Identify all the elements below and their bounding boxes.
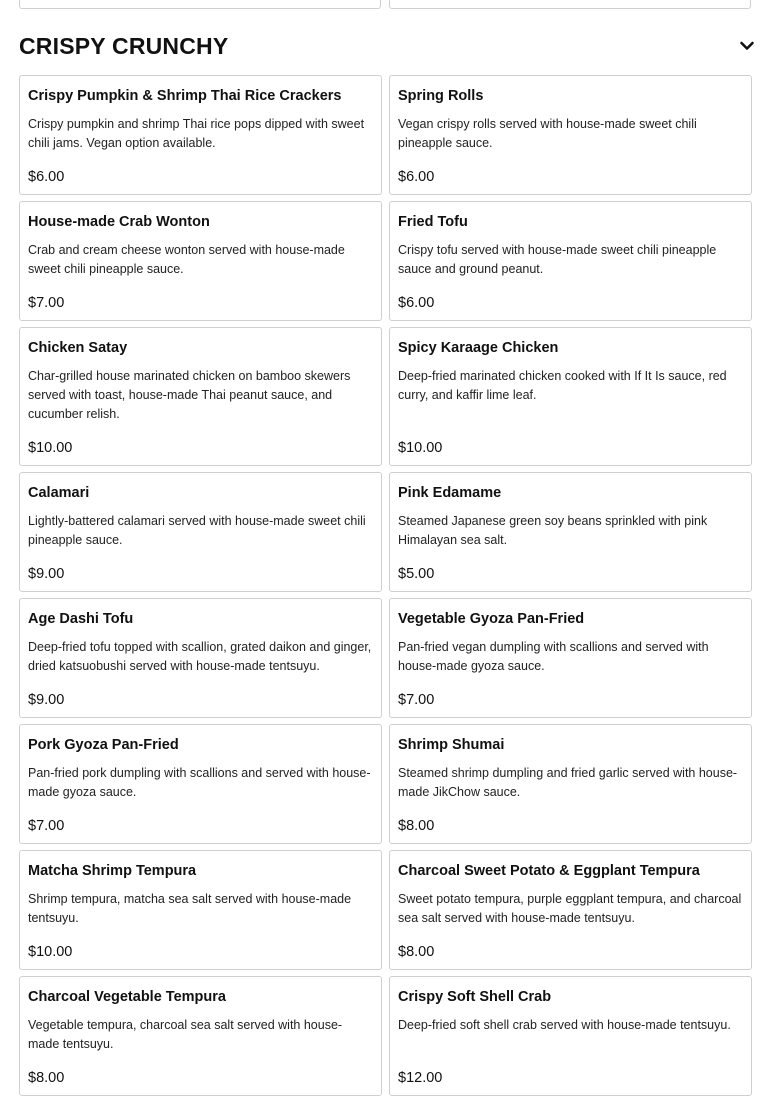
item-price: $8.00 [28, 1070, 65, 1086]
menu-item-card[interactable] [389, 598, 752, 718]
item-description: Deep-fried tofu topped with scallion, grated daikon and ginger, dried katsuobushi served with house-made tentsuyu. [28, 640, 372, 673]
item-description: Steamed Japanese green soy beans sprinkled with pink Himalayan sea salt. [398, 514, 708, 547]
item-name: Crispy Soft Shell Crab [398, 989, 552, 1005]
menu-item-card[interactable] [19, 201, 382, 321]
item-description: Crispy pumpkin and shrimp Thai rice pops dipped with sweet chili jams. Vegan option available. [28, 117, 365, 150]
item-description: Vegan crispy rolls served with house-made sweet chili pineapple sauce. [398, 117, 697, 150]
item-name: Age Dashi Tofu [28, 611, 134, 627]
item-price: $12.00 [398, 1070, 443, 1086]
menu-items-grid [19, 75, 753, 1096]
item-name: Spicy Karaage Chicken [398, 340, 559, 356]
item-price: $10.00 [398, 440, 443, 456]
item-name: Spring Rolls [398, 88, 484, 104]
item-price: $9.00 [28, 692, 65, 708]
item-price: $10.00 [28, 944, 73, 960]
item-description: Shrimp tempura, matcha sea salt served with house-made tentsuyu. [28, 892, 352, 925]
item-name: Calamari [28, 485, 90, 501]
item-description: Deep-fried soft shell crab served with house-made tentsuyu. [398, 1018, 731, 1032]
item-description: Crispy tofu served with house-made sweet chili pineapple sauce and ground peanut. [398, 243, 717, 276]
menu-item-card[interactable] [389, 201, 752, 321]
item-description: Lightly-battered calamari served with house-made sweet chili pineapple sauce. [28, 514, 366, 547]
menu-item-card[interactable] [19, 472, 382, 592]
menu-item-card[interactable] [389, 850, 752, 970]
item-name: Shrimp Shumai [398, 737, 505, 753]
item-description: Pan-fried vegan dumpling with scallions and served with house-made gyoza sauce. [398, 640, 709, 673]
menu-item-card[interactable] [389, 75, 752, 195]
item-description: Pan-fried pork dumpling with scallions and served with house-made gyoza sauce. [28, 766, 371, 799]
item-price: $7.00 [28, 295, 65, 311]
item-price: $7.00 [28, 818, 65, 834]
section-title: CRISPY CRUNCHY [19, 33, 229, 59]
item-description: Vegetable tempura, charcoal sea salt served with house-made tentsuyu. [28, 1018, 343, 1051]
menu-item-card[interactable] [389, 472, 752, 592]
menu-item-card[interactable] [389, 724, 752, 844]
menu-item-card[interactable] [19, 724, 382, 844]
item-name: Fried Tofu [398, 214, 468, 230]
menu-item-card[interactable] [19, 327, 382, 466]
item-name: Matcha Shrimp Tempura [28, 863, 197, 879]
menu-item-card[interactable] [389, 327, 752, 466]
section-header[interactable] [19, 30, 759, 64]
item-name: Charcoal Sweet Potato & Eggplant Tempura [398, 863, 700, 879]
item-name: Vegetable Gyoza Pan-Fried [398, 611, 585, 627]
menu-item-card[interactable] [19, 75, 382, 195]
menu-item-card[interactable] [19, 850, 382, 970]
item-price: $5.00 [398, 566, 435, 582]
item-price: $6.00 [398, 169, 435, 185]
item-description: Steamed shrimp dumpling and fried garlic served with house-made JikChow sauce. [398, 766, 738, 799]
item-name: Crispy Pumpkin & Shrimp Thai Rice Crackers [28, 88, 342, 104]
item-price: $7.00 [398, 692, 435, 708]
item-name: House-made Crab Wonton [28, 214, 210, 230]
menu-item-card[interactable] [19, 976, 382, 1096]
item-description: Sweet potato tempura, purple eggplant tempura, and charcoal sea salt served with house-made tentsuyu. [398, 892, 742, 925]
item-price: $8.00 [398, 944, 435, 960]
item-price: $6.00 [28, 169, 65, 185]
item-price: $10.00 [28, 440, 73, 456]
chevron-down-icon[interactable] [735, 34, 759, 58]
item-description: Deep-fried marinated chicken cooked with If It Is sauce, red curry, and kaffir lime leaf. [398, 369, 727, 402]
item-name: Charcoal Vegetable Tempura [28, 989, 226, 1005]
item-price: $8.00 [398, 818, 435, 834]
item-price: $9.00 [28, 566, 65, 582]
menu-item-card[interactable] [19, 598, 382, 718]
menu-item-card[interactable] [389, 976, 752, 1096]
item-name: Pink Edamame [398, 485, 502, 501]
previous-item-card[interactable] [19, 0, 381, 9]
item-description: Char-grilled house marinated chicken on bamboo skewers served with toast, house-made Thai peanut sauce, and cucumber relish. [28, 369, 351, 421]
item-name: Chicken Satay [28, 340, 128, 356]
previous-item-card[interactable] [389, 0, 751, 9]
item-name: Pork Gyoza Pan-Fried [28, 737, 179, 753]
item-description: Crab and cream cheese wonton served with house-made sweet chili pineapple sauce. [28, 243, 345, 276]
item-price: $6.00 [398, 295, 435, 311]
